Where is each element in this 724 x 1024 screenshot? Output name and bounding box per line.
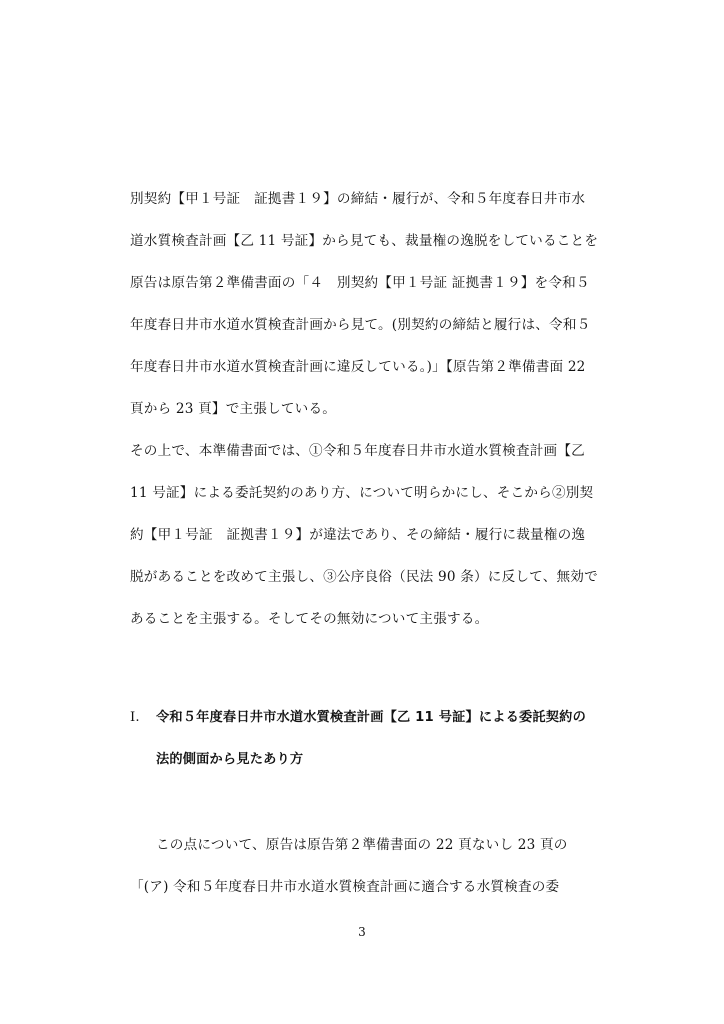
paragraph-section-body — [130, 824, 610, 908]
section-title-part-1: 令和５年度春日井市水道水質検査計画【乙 11 号証】による委託契約の — [156, 710, 586, 725]
text-line: 年度春日井市水道水質検査計画から見て。(別契約の締結と履行は、令和５ — [130, 317, 591, 333]
text-line: あることを主張する。そしてその無効について主張する。 — [130, 611, 489, 627]
page-number: 3 — [358, 925, 366, 939]
text-line: 原告は原告第２準備書面の「４ 別契約【甲１号証 証拠書１９】を令和５ — [130, 275, 590, 291]
section-heading — [130, 697, 610, 781]
text-line: 脱があることを改めて主張し、③公序良俗（民法 90 条）に反して、無効で — [130, 569, 598, 585]
text-line: その上で、本準備書面では、①令和５年度春日井市水道水質検査計画【乙 — [130, 443, 585, 459]
paragraph-intro — [130, 178, 600, 640]
section-marker: I. — [130, 710, 140, 725]
section-heading-line-1 — [130, 697, 610, 739]
text-line: 約【甲１号証 証拠書１９】が違法であり、その締結・履行に裁量権の逸 — [130, 527, 586, 543]
text-line: 道水質検査計画【乙 11 号証】から見ても、裁量権の逸脱をしていることを — [130, 233, 599, 249]
text-line: 別契約【甲１号証 証拠書１９】の締結・履行が、令和５年度春日井市水 — [130, 191, 586, 207]
text-line: 11 号証】による委託契約のあり方、について明らかにし、そこから②別契 — [130, 485, 594, 501]
section-title-part-2: 法的側面から見たあり方 — [156, 752, 304, 767]
text-line: 「(ア) 令和５年度春日井市水道水質検査計画に適合する水質検査の委 — [130, 879, 560, 895]
text-line: 頁から 23 頁】で主張している。 — [130, 401, 337, 417]
text-line: この点について、原告は原告第２準備書面の 22 頁ないし 23 頁の — [156, 837, 568, 853]
text-line: 年度春日井市水道水質検査計画に違反している。)」【原告第２準備書面 22 — [130, 359, 586, 375]
